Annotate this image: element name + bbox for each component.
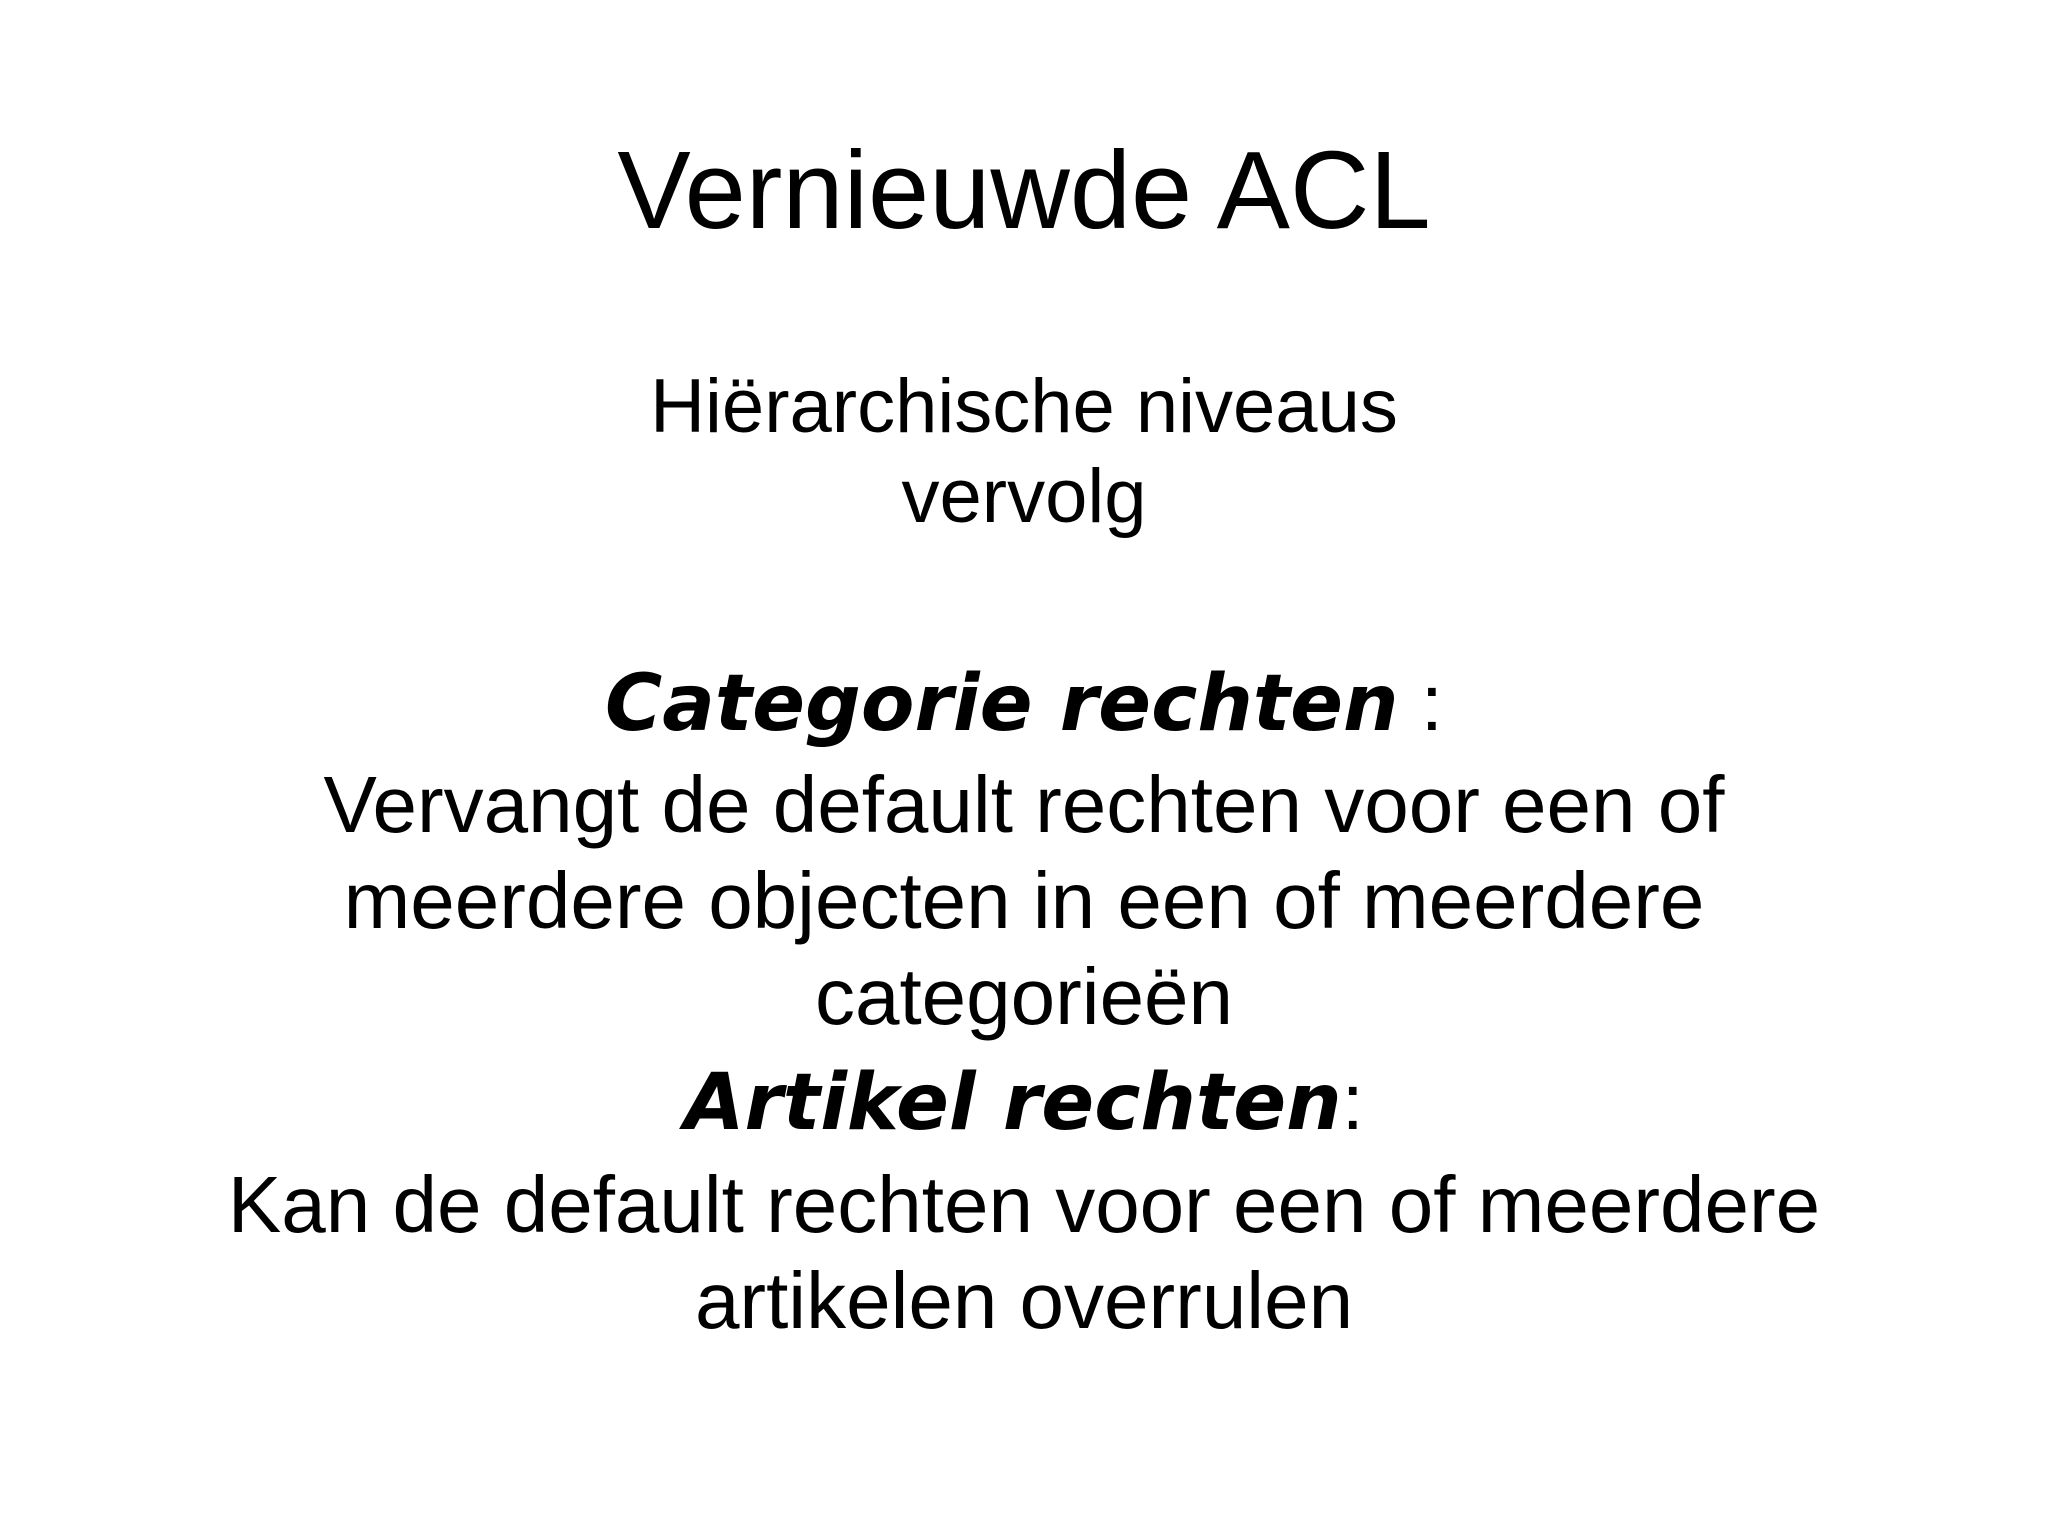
slide-title: Vernieuwde ACL (617, 129, 1431, 252)
section-description-line: categorieën (814, 952, 1234, 1041)
section-description-line: artikelen overrulen (694, 1256, 1354, 1345)
section-term: Categorie rechten (604, 659, 1399, 749)
section-description-line: Vervangt de default rechten voor een of (323, 760, 1725, 849)
subtitle-line: vervolg (901, 454, 1147, 539)
section-term: Artikel rechten (684, 1058, 1342, 1148)
section-description-line: Kan de default rechten voor een of meerdere (227, 1160, 1821, 1249)
section-separator: : (1341, 1057, 1364, 1146)
section-separator: : (1398, 658, 1444, 747)
section-description-line: meerdere objecten in een of meerdere (343, 856, 1705, 945)
subtitle-line: Hiërarchische niveaus (650, 364, 1398, 449)
section-heading-categorie (0, 656, 2048, 751)
section-heading-artikel (0, 1055, 2048, 1150)
